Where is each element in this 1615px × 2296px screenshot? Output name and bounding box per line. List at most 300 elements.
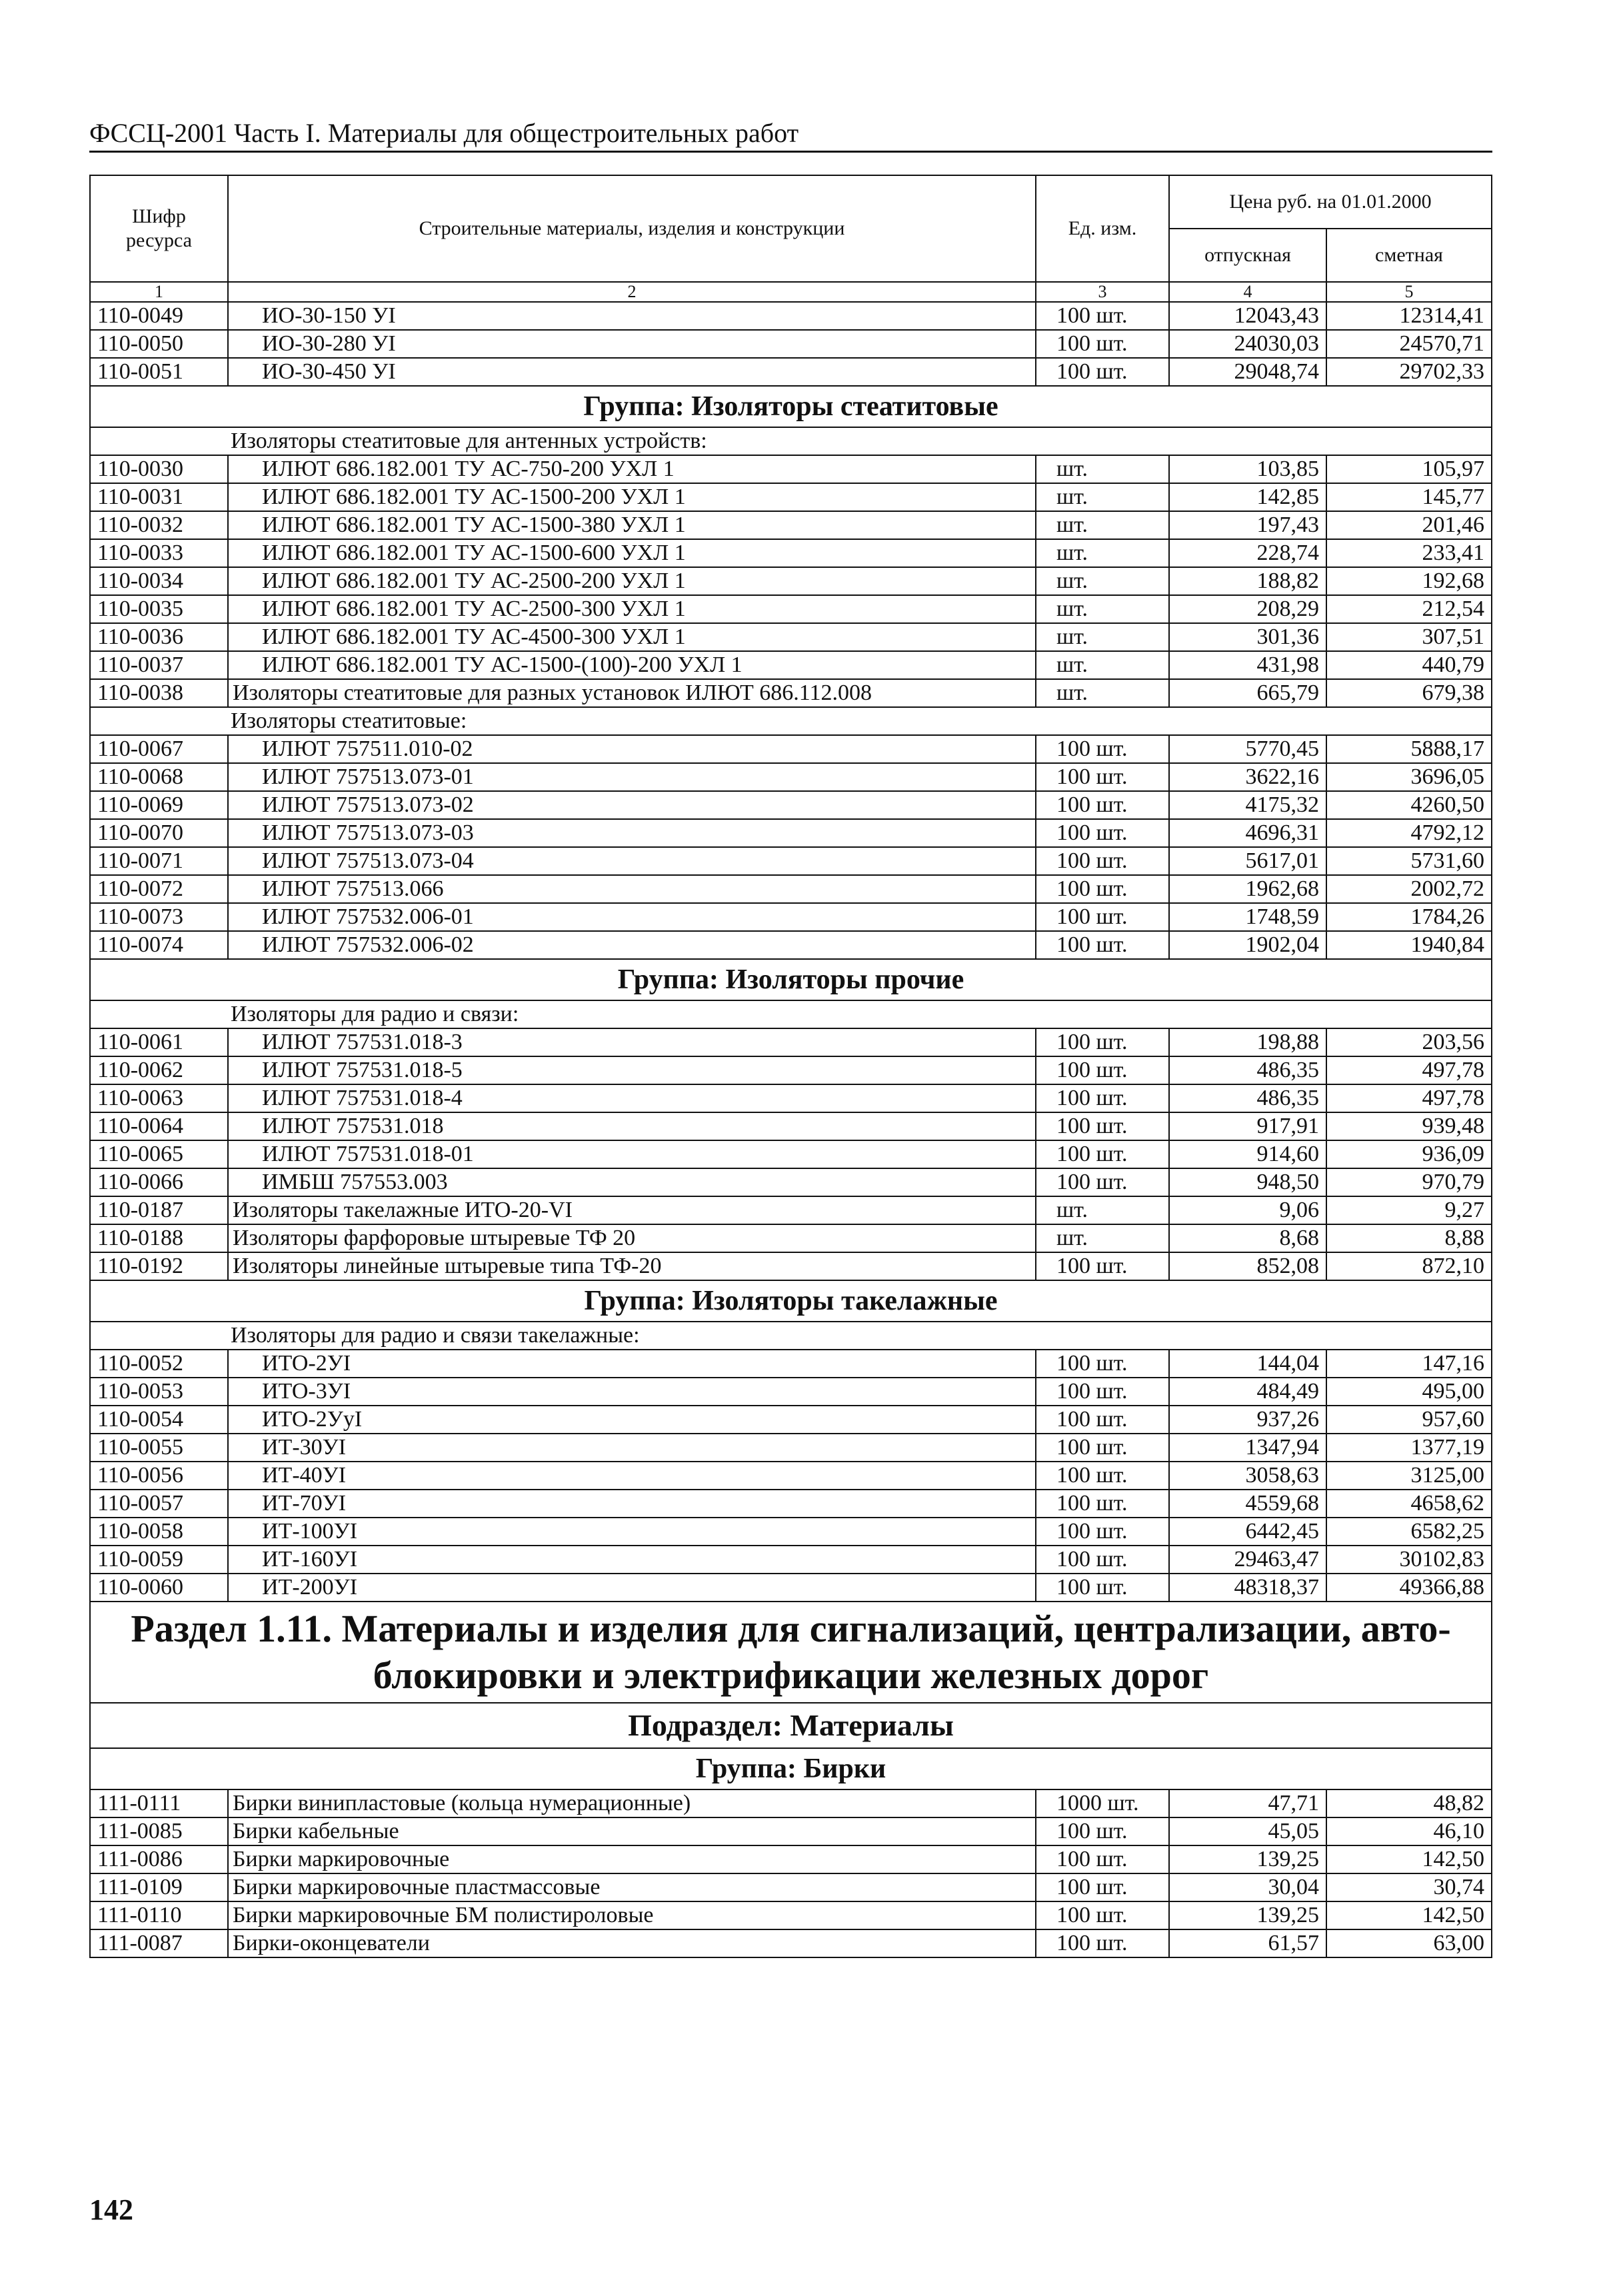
unit: 100 шт. [1036,1084,1169,1112]
unit: 100 шт. [1036,1929,1169,1957]
estimate-price: 105,97 [1326,455,1492,483]
release-price: 228,74 [1169,539,1326,567]
material-name: ИЛЮТ 757513.066 [228,875,1036,903]
estimate-price: 6582,25 [1326,1518,1492,1546]
release-price: 188,82 [1169,567,1326,595]
resource-code: 110-0051 [90,358,228,386]
resource-code: 111-0109 [90,1873,228,1901]
unit: 100 шт. [1036,847,1169,875]
estimate-price: 48,82 [1326,1789,1492,1817]
material-name: ИЛЮТ 757531.018-01 [228,1140,1036,1168]
resource-code: 110-0074 [90,931,228,959]
table-row [90,735,1492,763]
subgroup-title: Изоляторы стеатитовые: [90,707,1492,735]
unit: 100 шт. [1036,1845,1169,1873]
estimate-price: 440,79 [1326,651,1492,679]
material-name: ИЛЮТ 686.182.001 ТУ АС-4500-300 УХЛ 1 [228,623,1036,651]
release-price: 197,43 [1169,511,1326,539]
group-title: Группа: Изоляторы стеатитовые [90,386,1492,427]
table-row [90,358,1492,386]
material-name: ИМБШ 757553.003 [228,1168,1036,1196]
release-price: 12043,43 [1169,302,1326,330]
material-name: ИЛЮТ 686.182.001 ТУ АС-1500-380 УХЛ 1 [228,511,1036,539]
unit: 100 шт. [1036,1873,1169,1901]
estimate-price: 4792,12 [1326,819,1492,847]
release-price: 1748,59 [1169,903,1326,931]
material-name: Бирки кабельные [228,1817,1036,1845]
unit: 100 шт. [1036,903,1169,931]
estimate-price: 203,56 [1326,1028,1492,1056]
estimate-price: 30102,83 [1326,1546,1492,1574]
price-table [89,175,1492,1958]
subgroup-title-row [90,427,1492,455]
table-row [90,302,1492,330]
material-name: ИТ-40УI [228,1462,1036,1490]
table-row [90,791,1492,819]
section-title-line: Раздел 1.11. Материалы и изделия для сигнализаций, централизации, авто- [131,1607,1451,1650]
material-name: ИЛЮТ 686.182.001 ТУ АС-1500-(100)-200 УХЛ 1 [228,651,1036,679]
section-title [90,1602,1492,1703]
resource-code: 111-0085 [90,1817,228,1845]
column-number-row [90,282,1492,302]
resource-code: 110-0033 [90,539,228,567]
resource-code: 110-0049 [90,302,228,330]
release-price: 48318,37 [1169,1574,1326,1602]
table-row [90,931,1492,959]
material-name: ИЛЮТ 757513.073-03 [228,819,1036,847]
group-title: Группа: Бирки [90,1748,1492,1789]
unit: шт. [1036,1196,1169,1224]
release-price: 208,29 [1169,595,1326,623]
group-title: Группа: Изоляторы такелажные [90,1280,1492,1322]
release-price: 30,04 [1169,1873,1326,1901]
estimate-price: 233,41 [1326,539,1492,567]
material-name: ИЛЮТ 757511.010-02 [228,735,1036,763]
resource-code: 110-0059 [90,1546,228,1574]
page-number: 142 [89,2193,133,2226]
material-name: ИЛЮТ 757531.018-4 [228,1084,1036,1112]
estimate-price: 3125,00 [1326,1462,1492,1490]
release-price: 29048,74 [1169,358,1326,386]
release-price: 852,08 [1169,1252,1326,1280]
release-price: 45,05 [1169,1817,1326,1845]
material-name: ИТО-2УI [228,1350,1036,1378]
resource-code: 110-0192 [90,1252,228,1280]
header-price: Цена руб. на 01.01.2000 [1169,175,1492,229]
unit: 100 шт. [1036,1574,1169,1602]
table-row [90,511,1492,539]
table-row [90,1252,1492,1280]
unit: 100 шт. [1036,1350,1169,1378]
estimate-price: 147,16 [1326,1350,1492,1378]
estimate-price: 212,54 [1326,595,1492,623]
table-row [90,567,1492,595]
release-price: 47,71 [1169,1789,1326,1817]
resource-code: 110-0031 [90,483,228,511]
table-row [90,1434,1492,1462]
release-price: 484,49 [1169,1378,1326,1406]
estimate-price: 46,10 [1326,1817,1492,1845]
resource-code: 110-0055 [90,1434,228,1462]
resource-code: 110-0032 [90,511,228,539]
estimate-price: 936,09 [1326,1140,1492,1168]
section-title-line: блокировки и электрификации железных дорог [373,1654,1209,1697]
header-estimate: сметная [1326,229,1492,282]
header-row-1 [90,175,1492,229]
estimate-price: 201,46 [1326,511,1492,539]
resource-code: 110-0058 [90,1518,228,1546]
material-name: ИЛЮТ 757513.073-04 [228,847,1036,875]
unit: 100 шт. [1036,1028,1169,1056]
release-price: 8,68 [1169,1224,1326,1252]
unit: шт. [1036,511,1169,539]
unit: 100 шт. [1036,1252,1169,1280]
material-name: ИО-30-280 УI [228,330,1036,358]
release-price: 24030,03 [1169,330,1326,358]
material-name: Бирки-оконцеватели [228,1929,1036,1957]
material-name: ИЛЮТ 686.182.001 ТУ АС-2500-200 УХЛ 1 [228,567,1036,595]
estimate-price: 497,78 [1326,1056,1492,1084]
unit: 100 шт. [1036,1490,1169,1518]
header-unit: Ед. изм. [1036,175,1169,282]
group-title-row [90,959,1492,1000]
material-name: Бирки винипластовые (кольца нумерационные) [228,1789,1036,1817]
unit: 100 шт. [1036,1140,1169,1168]
material-name: ИЛЮТ 757531.018 [228,1112,1036,1140]
release-price: 914,60 [1169,1140,1326,1168]
resource-code: 111-0086 [90,1845,228,1873]
resource-code: 110-0054 [90,1406,228,1434]
header-code: Шифр ресурса [90,175,228,282]
column-number: 3 [1036,282,1169,302]
estimate-price: 307,51 [1326,623,1492,651]
estimate-price: 12314,41 [1326,302,1492,330]
unit: шт. [1036,1224,1169,1252]
table-row [90,875,1492,903]
material-name: ИТ-100УI [228,1518,1036,1546]
release-price: 5770,45 [1169,735,1326,763]
unit: 100 шт. [1036,302,1169,330]
price-table-body [90,175,1492,1957]
release-price: 6442,45 [1169,1518,1326,1546]
release-price: 3622,16 [1169,763,1326,791]
subgroup-title: Изоляторы стеатитовые для антенных устройств: [90,427,1492,455]
table-row [90,1196,1492,1224]
release-price: 4559,68 [1169,1490,1326,1518]
material-name: ИО-30-150 УI [228,302,1036,330]
unit: 100 шт. [1036,1462,1169,1490]
table-row [90,1168,1492,1196]
unit: 100 шт. [1036,763,1169,791]
unit: 100 шт. [1036,1168,1169,1196]
subgroup-title: Изоляторы для радио и связи: [90,1000,1492,1028]
release-price: 665,79 [1169,679,1326,707]
group-title: Группа: Изоляторы прочие [90,959,1492,1000]
unit: 100 шт. [1036,1817,1169,1845]
resource-code: 110-0052 [90,1350,228,1378]
release-price: 4175,32 [1169,791,1326,819]
table-row [90,763,1492,791]
unit: 1000 шт. [1036,1789,1169,1817]
release-price: 103,85 [1169,455,1326,483]
resource-code: 110-0188 [90,1224,228,1252]
resource-code: 110-0057 [90,1490,228,1518]
column-number: 2 [228,282,1036,302]
subgroup-title-row [90,1000,1492,1028]
resource-code: 110-0053 [90,1378,228,1406]
table-row [90,1845,1492,1873]
material-name: Бирки маркировочные [228,1845,1036,1873]
table-row [90,1574,1492,1602]
release-price: 3058,63 [1169,1462,1326,1490]
estimate-price: 142,50 [1326,1845,1492,1873]
resource-code: 110-0064 [90,1112,228,1140]
unit: 100 шт. [1036,330,1169,358]
resource-code: 110-0065 [90,1140,228,1168]
resource-code: 110-0068 [90,763,228,791]
table-row [90,679,1492,707]
resource-code: 110-0073 [90,903,228,931]
unit: 100 шт. [1036,1434,1169,1462]
subsection-title-row [90,1703,1492,1748]
estimate-price: 939,48 [1326,1112,1492,1140]
estimate-price: 192,68 [1326,567,1492,595]
unit: 100 шт. [1036,1406,1169,1434]
unit: 100 шт. [1036,1518,1169,1546]
unit: шт. [1036,455,1169,483]
table-row [90,903,1492,931]
column-number: 5 [1326,282,1492,302]
release-price: 61,57 [1169,1929,1326,1957]
running-header: ФССЦ-2001 Часть I. Материалы для общестроительных работ [89,117,1492,153]
estimate-price: 970,79 [1326,1168,1492,1196]
material-name: ИТО-2УуI [228,1406,1036,1434]
release-price: 144,04 [1169,1350,1326,1378]
estimate-price: 2002,72 [1326,875,1492,903]
unit: шт. [1036,567,1169,595]
material-name: ИЛЮТ 757531.018-3 [228,1028,1036,1056]
resource-code: 110-0036 [90,623,228,651]
unit: 100 шт. [1036,931,1169,959]
resource-code: 110-0056 [90,1462,228,1490]
unit: 100 шт. [1036,1901,1169,1929]
release-price: 486,35 [1169,1084,1326,1112]
resource-code: 111-0111 [90,1789,228,1817]
material-name: ИЛЮТ 757532.006-01 [228,903,1036,931]
unit: шт. [1036,595,1169,623]
material-name: ИЛЮТ 757531.018-5 [228,1056,1036,1084]
release-price: 1347,94 [1169,1434,1326,1462]
material-name: ИЛЮТ 757513.073-01 [228,763,1036,791]
estimate-price: 679,38 [1326,679,1492,707]
resource-code: 110-0187 [90,1196,228,1224]
subsection-title: Подраздел: Материалы [90,1703,1492,1748]
release-price: 5617,01 [1169,847,1326,875]
subgroup-title-row [90,1322,1492,1350]
table-row [90,1929,1492,1957]
estimate-price: 872,10 [1326,1252,1492,1280]
material-name: Изоляторы линейные штыревые типа ТФ-20 [228,1252,1036,1280]
resource-code: 110-0035 [90,595,228,623]
resource-code: 110-0060 [90,1574,228,1602]
resource-code: 110-0071 [90,847,228,875]
estimate-price: 63,00 [1326,1929,1492,1957]
table-row [90,1028,1492,1056]
material-name: ИЛЮТ 686.182.001 ТУ АС-1500-200 УХЛ 1 [228,483,1036,511]
estimate-price: 4658,62 [1326,1490,1492,1518]
subgroup-title-row [90,707,1492,735]
release-price: 486,35 [1169,1056,1326,1084]
material-name: ИЛЮТ 757513.073-02 [228,791,1036,819]
material-name: ИТО-3УI [228,1378,1036,1406]
unit: шт. [1036,679,1169,707]
group-title-row [90,1280,1492,1322]
table-row [90,1817,1492,1845]
material-name: ИТ-200УI [228,1574,1036,1602]
table-row [90,1789,1492,1817]
unit: 100 шт. [1036,358,1169,386]
release-price: 139,25 [1169,1845,1326,1873]
material-name: ИТ-160УI [228,1546,1036,1574]
release-price: 139,25 [1169,1901,1326,1929]
table-row [90,1901,1492,1929]
estimate-price: 5888,17 [1326,735,1492,763]
table-row [90,1873,1492,1901]
resource-code: 110-0072 [90,875,228,903]
unit: 100 шт. [1036,1112,1169,1140]
unit: 100 шт. [1036,1378,1169,1406]
resource-code: 110-0061 [90,1028,228,1056]
table-row [90,1140,1492,1168]
estimate-price: 29702,33 [1326,358,1492,386]
unit: 100 шт. [1036,819,1169,847]
estimate-price: 9,27 [1326,1196,1492,1224]
header-name: Строительные материалы, изделия и конструкции [228,175,1036,282]
section-title-row [90,1602,1492,1703]
release-price: 1962,68 [1169,875,1326,903]
unit: 100 шт. [1036,791,1169,819]
release-price: 142,85 [1169,483,1326,511]
table-row [90,1056,1492,1084]
estimate-price: 145,77 [1326,483,1492,511]
table-row [90,651,1492,679]
release-price: 937,26 [1169,1406,1326,1434]
release-price: 1902,04 [1169,931,1326,959]
resource-code: 110-0038 [90,679,228,707]
table-row [90,1518,1492,1546]
resource-code: 110-0070 [90,819,228,847]
resource-code: 110-0066 [90,1168,228,1196]
estimate-price: 30,74 [1326,1873,1492,1901]
table-row [90,539,1492,567]
estimate-price: 495,00 [1326,1378,1492,1406]
release-price: 948,50 [1169,1168,1326,1196]
release-price: 29463,47 [1169,1546,1326,1574]
estimate-price: 49366,88 [1326,1574,1492,1602]
estimate-price: 142,50 [1326,1901,1492,1929]
release-price: 198,88 [1169,1028,1326,1056]
subgroup-title: Изоляторы для радио и связи такелажные: [90,1322,1492,1350]
release-price: 917,91 [1169,1112,1326,1140]
unit: 100 шт. [1036,1546,1169,1574]
material-name: Изоляторы фарфоровые штыревые ТФ 20 [228,1224,1036,1252]
release-price: 431,98 [1169,651,1326,679]
table-row [90,595,1492,623]
group-title-row [90,1748,1492,1789]
column-number: 1 [90,282,228,302]
estimate-price: 957,60 [1326,1406,1492,1434]
material-name: ИО-30-450 УI [228,358,1036,386]
material-name: ИЛЮТ 757532.006-02 [228,931,1036,959]
material-name: ИЛЮТ 686.182.001 ТУ АС-2500-300 УХЛ 1 [228,595,1036,623]
resource-code: 110-0069 [90,791,228,819]
resource-code: 110-0050 [90,330,228,358]
table-row [90,1378,1492,1406]
table-row [90,1224,1492,1252]
estimate-price: 4260,50 [1326,791,1492,819]
table-row [90,819,1492,847]
resource-code: 110-0063 [90,1084,228,1112]
resource-code: 110-0034 [90,567,228,595]
header-release: отпускная [1169,229,1326,282]
material-name: ИТ-70УI [228,1490,1036,1518]
table-row [90,330,1492,358]
estimate-price: 497,78 [1326,1084,1492,1112]
estimate-price: 5731,60 [1326,847,1492,875]
group-title-row [90,386,1492,427]
resource-code: 110-0030 [90,455,228,483]
table-row [90,1112,1492,1140]
estimate-price: 8,88 [1326,1224,1492,1252]
release-price: 9,06 [1169,1196,1326,1224]
table-row [90,1546,1492,1574]
resource-code: 111-0110 [90,1901,228,1929]
unit: 100 шт. [1036,1056,1169,1084]
table-row [90,1084,1492,1112]
table-row [90,455,1492,483]
material-name: ИТ-30УI [228,1434,1036,1462]
table-row [90,1350,1492,1378]
table-row [90,1406,1492,1434]
estimate-price: 3696,05 [1326,763,1492,791]
estimate-price: 1784,26 [1326,903,1492,931]
material-name: ИЛЮТ 686.182.001 ТУ АС-750-200 УХЛ 1 [228,455,1036,483]
resource-code: 111-0087 [90,1929,228,1957]
estimate-price: 24570,71 [1326,330,1492,358]
table-row [90,1462,1492,1490]
release-price: 4696,31 [1169,819,1326,847]
table-row [90,623,1492,651]
resource-code: 110-0067 [90,735,228,763]
unit: 100 шт. [1036,735,1169,763]
table-row [90,1490,1492,1518]
unit: шт. [1036,651,1169,679]
material-name: ИЛЮТ 686.182.001 ТУ АС-1500-600 УХЛ 1 [228,539,1036,567]
column-number: 4 [1169,282,1326,302]
unit: шт. [1036,483,1169,511]
release-price: 301,36 [1169,623,1326,651]
table-row [90,847,1492,875]
material-name: Изоляторы такелажные ИТО-20-VI [228,1196,1036,1224]
resource-code: 110-0037 [90,651,228,679]
unit: 100 шт. [1036,875,1169,903]
table-row [90,483,1492,511]
material-name: Изоляторы стеатитовые для разных установок ИЛЮТ 686.112.008 [228,679,1036,707]
unit: шт. [1036,539,1169,567]
unit: шт. [1036,623,1169,651]
material-name: Бирки маркировочные БМ полистироловые [228,1901,1036,1929]
estimate-price: 1377,19 [1326,1434,1492,1462]
